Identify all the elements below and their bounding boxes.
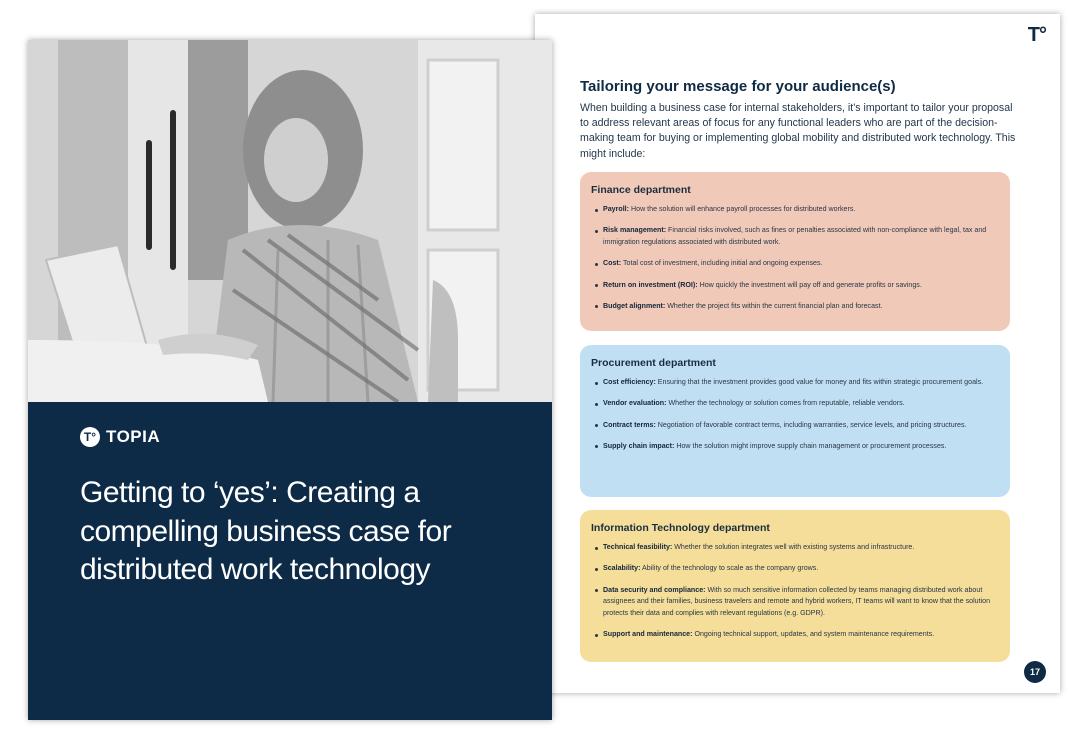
department-title: Information Technology department bbox=[591, 522, 770, 534]
topia-brand bbox=[80, 427, 160, 447]
brand-name: TOPIA bbox=[106, 427, 161, 446]
woman-at-laptop-photo bbox=[28, 40, 552, 402]
list-item: Supply chain impact: How the solution might improve supply chain management or procurement processes. bbox=[603, 441, 994, 453]
list-item: Budget alignment: Whether the project fits within the current financial plan and forecast. bbox=[603, 301, 994, 313]
list-item: Return on investment (ROI): How quickly the investment will pay off and generate profits or savings. bbox=[603, 280, 994, 292]
list-item: Support and maintenance: Ongoing technical support, updates, and system maintenance requirements. bbox=[603, 629, 994, 641]
topia-logo-icon: T° bbox=[1027, 24, 1046, 46]
list-item: Cost efficiency: Ensuring that the investment provides good value for money and fits within strategic procurement goals. bbox=[603, 377, 994, 389]
department-title: Finance department bbox=[591, 184, 691, 196]
section-heading: Tailoring your message for your audience(s) bbox=[580, 78, 896, 95]
department-title: Procurement department bbox=[591, 357, 716, 369]
list-item: Data security and compliance: With so much sensitive information collected by teams managing distributed work about assignees and their families, business travelers and remote and hybrid workers, IT teams will want to know that the solution protects their data and complies with relevant regulations (e.g. GDPR). bbox=[603, 585, 994, 620]
ebook-cover bbox=[28, 40, 552, 720]
list-item: Payroll: How the solution will enhance payroll processes for distributed workers. bbox=[603, 204, 994, 216]
finance-list bbox=[591, 204, 994, 313]
procurement-list bbox=[591, 377, 994, 453]
list-item: Vendor evaluation: Whether the technology or solution comes from reputable, reliable vendors. bbox=[603, 398, 994, 410]
finance-department-box bbox=[580, 172, 1010, 331]
intro-paragraph: When building a business case for internal stakeholders, it's important to tailor your proposal to address relevant areas of focus for any functional leaders who are part of the decision-making team for buying or implementing global mobility and distributed work technology. This might include: bbox=[580, 102, 1016, 160]
topia-logo-icon: T° bbox=[80, 427, 100, 447]
it-list bbox=[591, 542, 994, 641]
list-item: Technical feasibility: Whether the solution integrates well with existing systems and infrastructure. bbox=[603, 542, 994, 554]
cover-title-panel bbox=[28, 402, 552, 720]
list-item: Contract terms: Negotiation of favorable contract terms, including warranties, service levels, and pricing structures. bbox=[603, 420, 994, 432]
page-number-badge: 17 bbox=[1024, 661, 1046, 683]
it-department-box bbox=[580, 510, 1010, 662]
list-item: Cost: Total cost of investment, including initial and ongoing expenses. bbox=[603, 258, 994, 270]
document-page-17 bbox=[535, 14, 1060, 693]
cover-title: Getting to ‘yes’: Creating a compelling business case for distributed work technology bbox=[80, 476, 452, 586]
cover-photo bbox=[28, 40, 552, 402]
procurement-department-box bbox=[580, 345, 1010, 497]
list-item: Risk management: Financial risks involved, such as fines or penalties associated with non-compliance with legal, tax and immigration regulations associated with distributed work. bbox=[603, 225, 994, 249]
list-item: Scalability: Ability of the technology to scale as the company grows. bbox=[603, 563, 994, 575]
